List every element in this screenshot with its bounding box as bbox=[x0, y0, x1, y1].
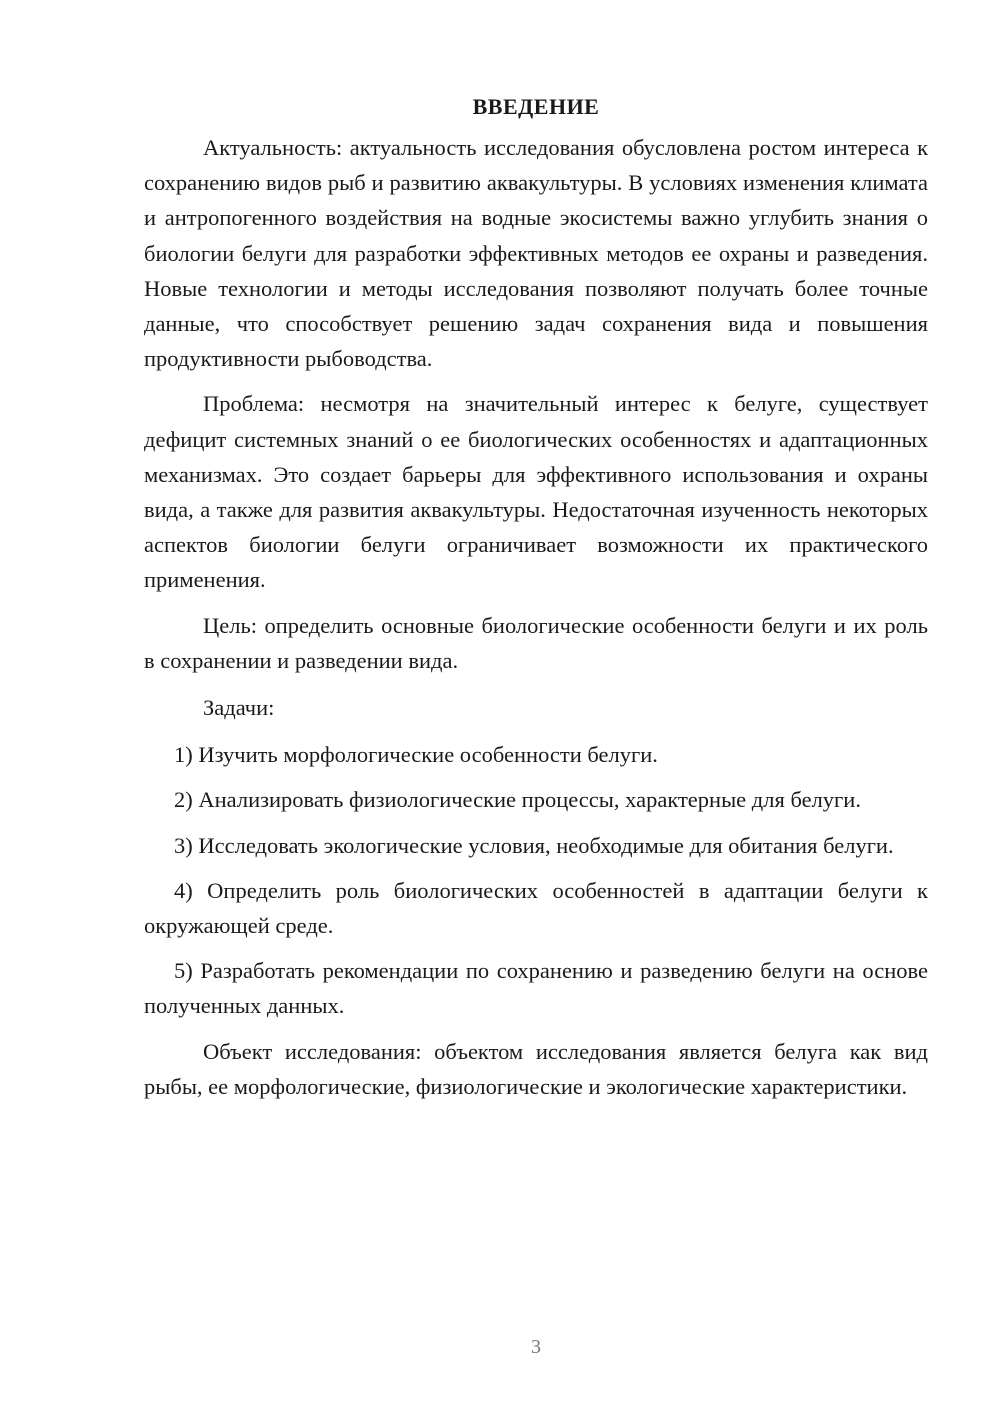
task-item-2: 2) Анализировать физиологические процессы, характерные для белуги. bbox=[174, 787, 861, 813]
task-item-4: 4) Определить роль биологических особенностей в адаптации белуги к окружающей среде. bbox=[144, 877, 928, 939]
paragraph-goal: Цель: определить основные биологические особенности белуги и их роль в сохранении и разведении вида. bbox=[144, 612, 928, 673]
paragraph-problem: Проблема: несмотря на значительный интерес к белуге, существует дефицит системных знаний о ее биологических особенностях и адаптационных механизмах. Это создает барьеры для эффективного использования и охраны вида, а также для развития аквакультуры. Недостаточная изученность некоторых аспектов биологии белуги ограничивает возможности их практического применения. bbox=[144, 391, 928, 593]
section-heading: ВВЕДЕНИЕ bbox=[472, 94, 600, 119]
page-content bbox=[144, 92, 928, 1114]
task-item-3: 3) Исследовать экологические условия, необходимые для обитания белуги. bbox=[174, 832, 894, 858]
paragraph-object: Объект исследования: объектом исследования является белуга как вид рыбы, ее морфологические, физиологические и экологические характеристики. bbox=[144, 1038, 928, 1099]
tasks-label: Задачи: bbox=[203, 695, 275, 721]
task-item-5: 5) Разработать рекомендации по сохранению и разведению белуги на основе полученных данных. bbox=[144, 958, 928, 1019]
task-item-1: 1) Изучить морфологические особенности белуги. bbox=[174, 742, 658, 768]
page-number: 3 bbox=[531, 1336, 541, 1358]
paragraph-relevance: Актуальность: актуальность исследования обусловлена ростом интереса к сохранению видов рыб и развитию аквакультуры. В условиях изменения климата и антропогенного воздействия на водные экосистемы важно углубить знания о биологии белуги для разработки эффективных методов ее охраны и разведения. Новые технологии и методы исследования позволяют получать более точные данные, что способствует решению задач сохранения вида и повышения продуктивности рыбоводства. bbox=[144, 135, 928, 372]
